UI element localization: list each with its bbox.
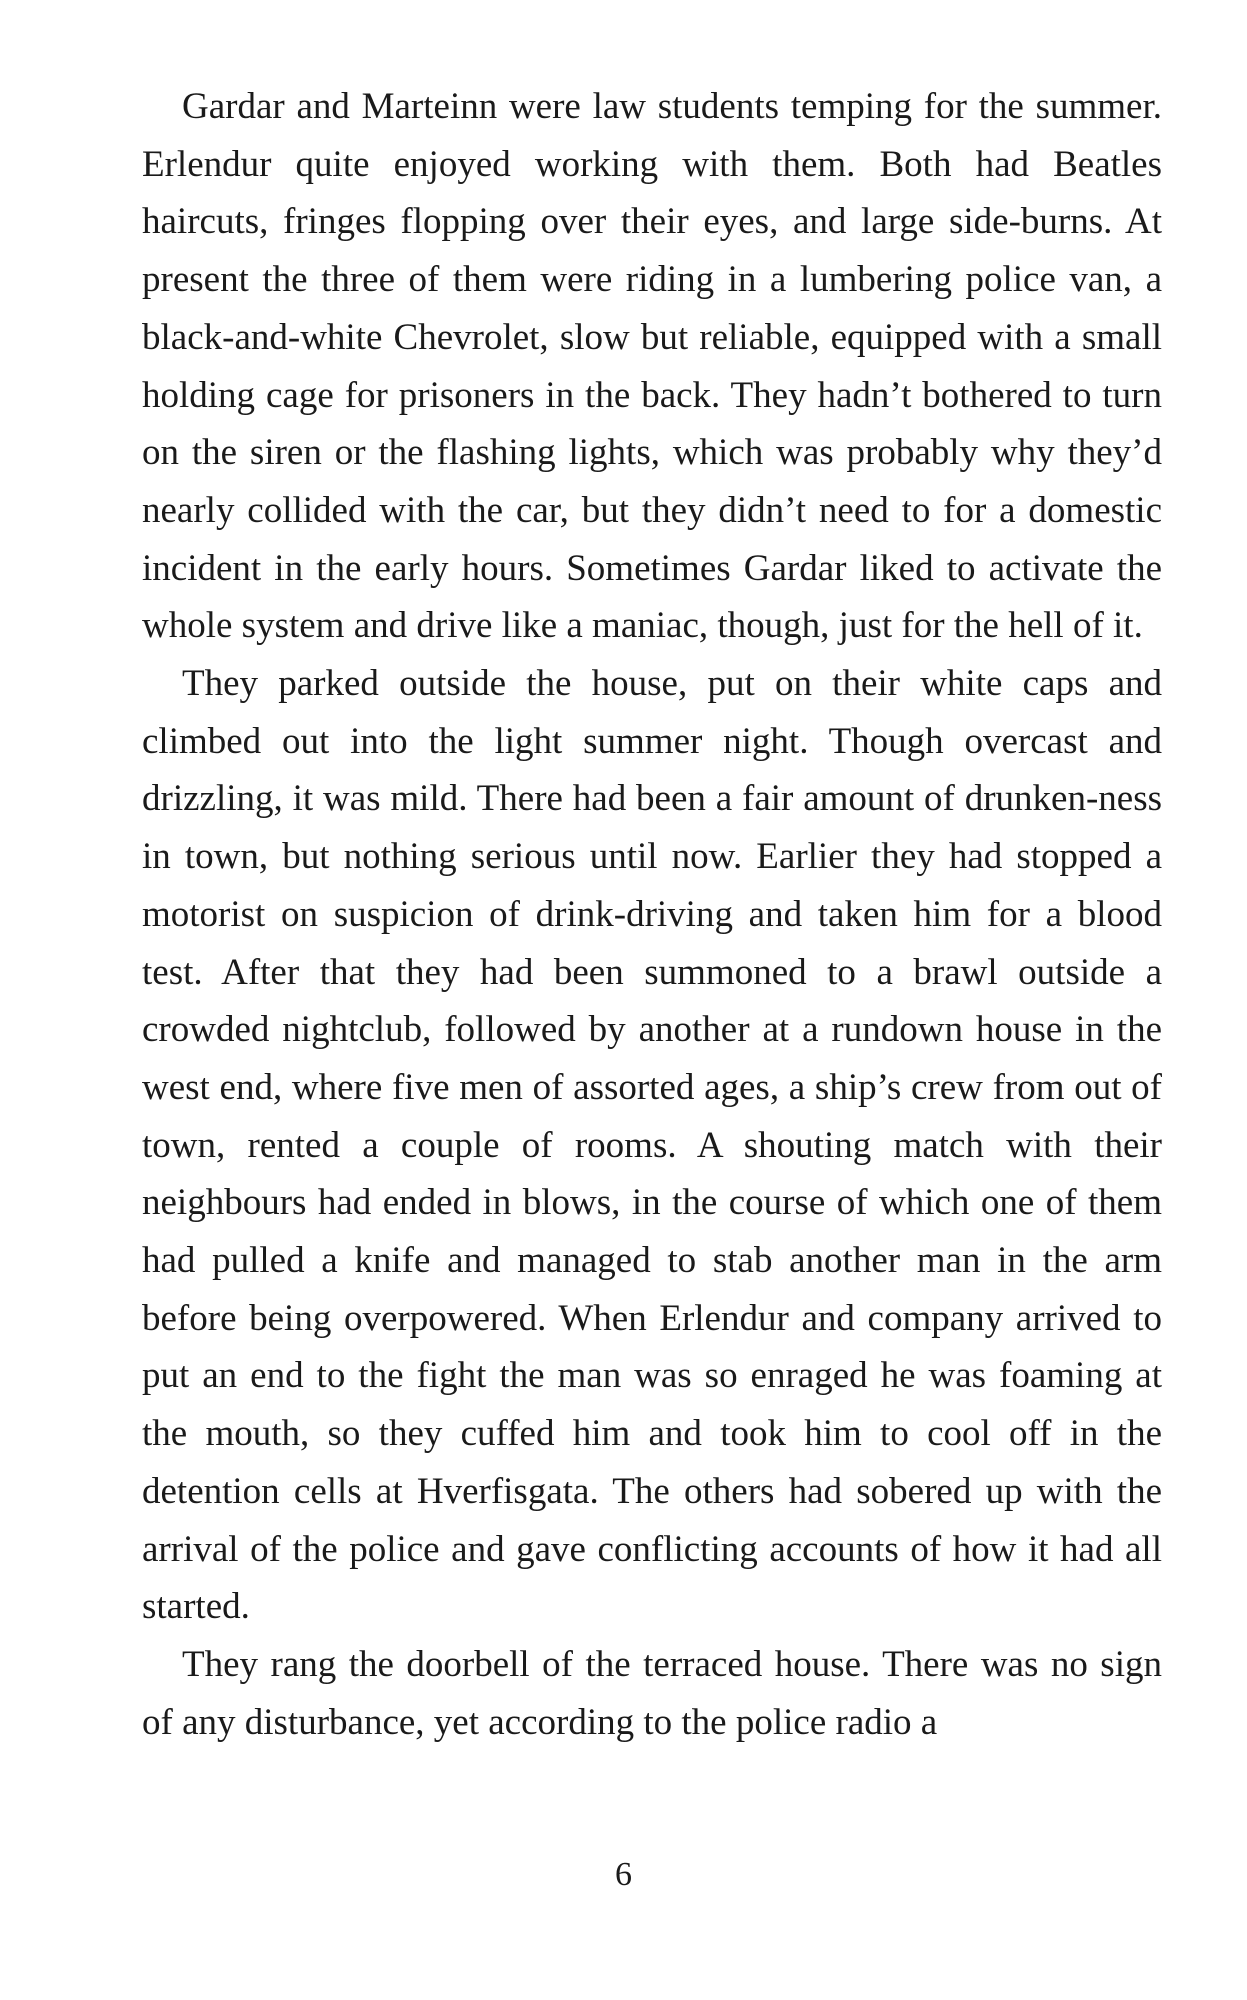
body-text <box>142 78 1162 1751</box>
paragraph-2: They parked outside the house, put on their white caps and climbed out into the light summer night. Though overcast and drizzling, it was mild. There had been a fair amount of drunken-ness in town, but nothing serious until now. Earlier they had stopped a motorist on suspicion of drink-driving and taken him for a blood test. After that they had been summoned to a brawl outside a crowded nightclub, followed by another at a rundown house in the west end, where five men of assorted ages, a ship’s crew from out of town, rented a couple of rooms. A shouting match with their neighbours had ended in blows, in the course of which one of them had pulled a knife and managed to stab another man in the arm before being overpowered. When Erlendur and company arrived to put an end to the fight the man was so enraged he was foaming at the mouth, so they cuffed him and took him to cool off in the detention cells at Hverfisgata. The others had sobered up with the arrival of the police and gave conflicting accounts of how it had all started. <box>142 663 1162 1628</box>
paragraph-1: Gardar and Marteinn were law students temping for the summer. Erlendur quite enjoyed working with them. Both had Beatles haircuts, fringes flopping over their eyes, and large side-burns. At present the three of them were riding in a lumbering police van, a black-and-white Chevrolet, slow but reliable, equipped with a small holding cage for prisoners in the back. They hadn’t bothered to turn on the siren or the flashing lights, which was probably why they’d nearly collided with the car, but they didn’t need to for a domestic incident in the early hours. Sometimes Gardar liked to activate the whole system and drive like a maniac, though, just for the hell of it. <box>142 86 1162 647</box>
page-number: 6 <box>615 1856 632 1893</box>
paragraph-3: They rang the doorbell of the terraced house. There was no sign of any disturbance, yet according to the police radio a <box>142 1643 1162 1743</box>
